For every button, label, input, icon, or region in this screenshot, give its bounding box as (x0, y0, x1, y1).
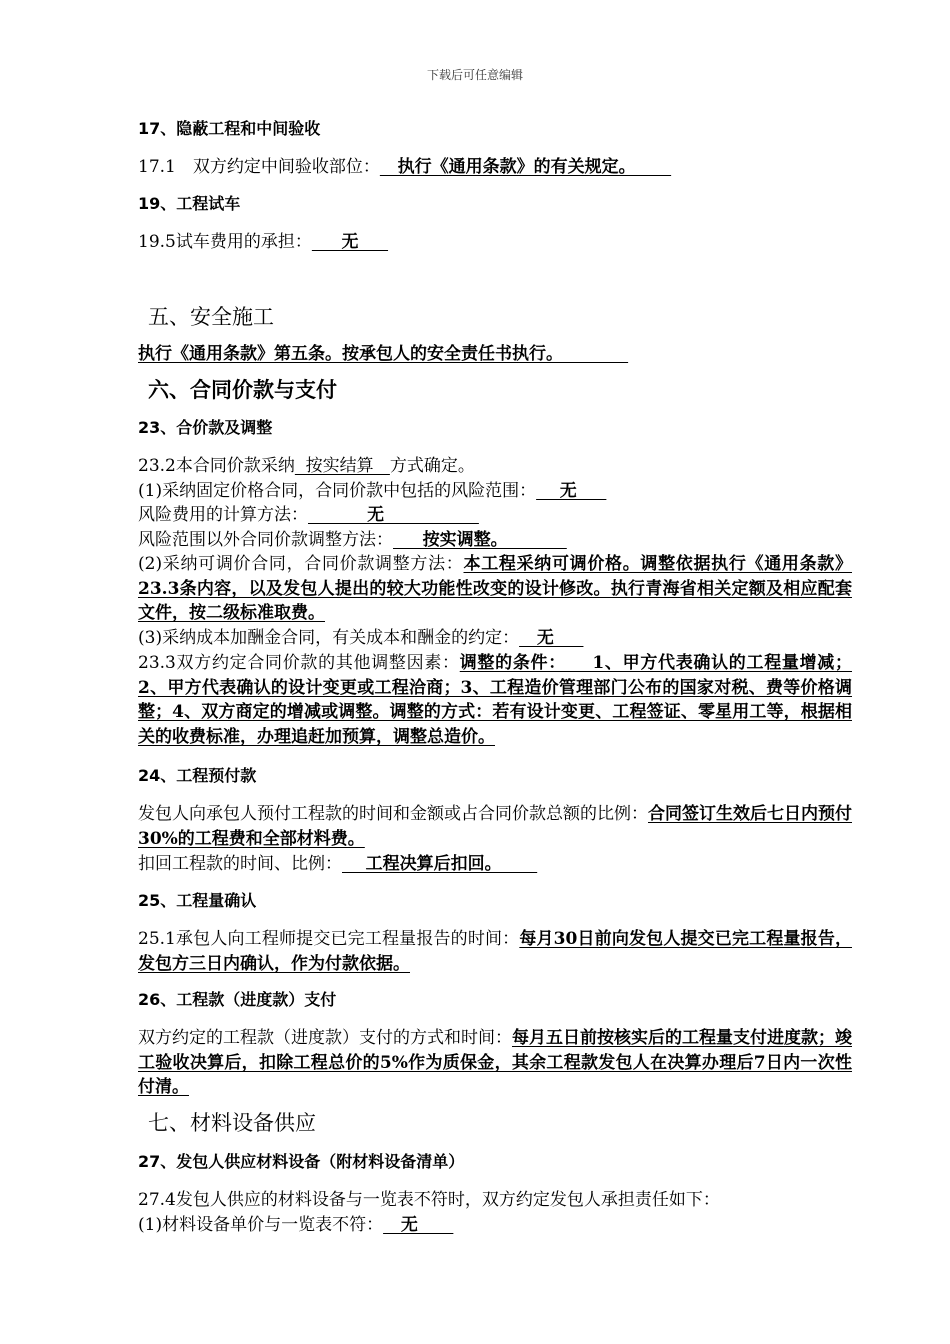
section-23-3 (138, 651, 852, 749)
filled-value: 执行《通用条款》第五条。按承包人的安全责任书执行。 (138, 344, 629, 364)
section-27-title: 27、发包人供应材料设备（附材料设备清单） (138, 1152, 465, 1171)
label: 17.1 双方约定中间验收部位： (138, 157, 380, 177)
label: (3)采纳成本加酬金合同，有关成本和酬金的约定： (138, 628, 520, 648)
section-25-1 (138, 927, 852, 976)
label: 23.3双方约定合同价款的其他调整因素： (138, 653, 460, 673)
label: 风险费用的计算方法： (138, 505, 308, 525)
label: 风险范围以外合同价款调整方法： (138, 530, 393, 550)
filled-value: 按实结算 (294, 456, 390, 476)
section-26-body (138, 1026, 852, 1100)
section-24-deduct (138, 852, 852, 877)
filled-value: 无 (383, 1215, 454, 1235)
label: (1)采纳固定价格合同，合同价款中包括的风险范围： (138, 481, 537, 501)
section-23-2-1 (138, 479, 852, 504)
tail: 方式确定。 (389, 456, 475, 476)
section-25-title: 25、工程量确认 (138, 891, 257, 910)
section-23-2 (138, 454, 852, 479)
section-17-1 (138, 155, 852, 180)
label: (1)材料设备单价与一览表不符： (138, 1215, 384, 1235)
filled-value: 按实调整。 (393, 530, 567, 550)
section-24-body (138, 802, 852, 851)
out-of-risk-adjust (138, 528, 852, 553)
label: 发包人向承包人预付工程款的时间和金额或占合同价款总额的比例： (138, 804, 648, 824)
section-17-title: 17、隐蔽工程和中间验收 (138, 119, 321, 138)
label: 23.2本合同价款采纳 (138, 456, 295, 476)
chapter-7-title: 七、材料设备供应 (148, 1111, 316, 1135)
filled-value: 调整的条件： 1、甲方代表确认的工程量增减；2、甲方代表确认的设计变更或工程洽商；3、工程造价管理部门公布的国家对税、费等价格调整；4、双方商定的增减或调整。调整的方式：若有设计变更、工程签证、零星用工等，根据相关的收费标准，办理追赶加预算，调整总造价。 (138, 653, 852, 747)
section-19-5 (138, 230, 852, 255)
chapter-5-body (138, 342, 852, 367)
label: 双方约定的工程款（进度款）支付的方式和时间： (138, 1028, 512, 1048)
filled-value: 无 (311, 232, 389, 252)
section-19-title: 19、工程试车 (138, 194, 241, 213)
chapter-6-title: 六、合同价款与支付 (148, 378, 337, 402)
section-27-4: 27.4发包人供应的材料设备与一览表不符时，双方约定发包人承担责任如下： (138, 1190, 720, 1210)
section-24-title: 24、工程预付款 (138, 766, 257, 785)
filled-value: 合同签订生效后七日内预付30%的工程费和全部材料费。 (138, 804, 852, 849)
filled-value: 本工程采纳可调价格。调整依据执行《通用条款》23.3条内容，以及发包人提出的较大功能性改变的设计修改。执行青海省相关定额及相应配套文件，按二级标准取费。 (138, 554, 852, 623)
filled-value: 无 (308, 505, 479, 525)
risk-fee-method (138, 503, 852, 528)
filled-value: 执行《通用条款》的有关规定。 (379, 157, 672, 177)
chapter-5-title: 五、安全施工 (148, 305, 274, 329)
label: (2)采纳可调价合同，合同价款调整方法： (138, 554, 464, 574)
page-header: 下载后可任意编辑 (426, 68, 523, 82)
filled-value: 工程决算后扣回。 (342, 854, 538, 874)
filled-value: 每月30日前向发包人提交已完工程量报告，发包方三日内确认，作为付款依据。 (138, 929, 852, 974)
filled-value: 无 (536, 481, 607, 501)
filled-value: 无 (519, 628, 584, 648)
section-23-2-3 (138, 626, 852, 651)
filled-value: 每月五日前按核实后的工程量支付进度款；竣工验收决算后，扣除工程总价的5%作为质保金，其余工程款发包人在决算办理后7日内一次性付清。 (138, 1028, 852, 1097)
section-27-4-1 (138, 1213, 852, 1238)
label: 25.1承包人向工程师提交已完工程量报告的时间： (138, 929, 520, 949)
section-23-title: 23、合价款及调整 (138, 418, 273, 437)
label: 扣回工程款的时间、比例： (138, 854, 342, 874)
section-23-2-2 (138, 552, 852, 626)
label: 19.5试车费用的承担： (138, 232, 312, 252)
section-26-title: 26、工程款（进度款）支付 (138, 990, 337, 1009)
